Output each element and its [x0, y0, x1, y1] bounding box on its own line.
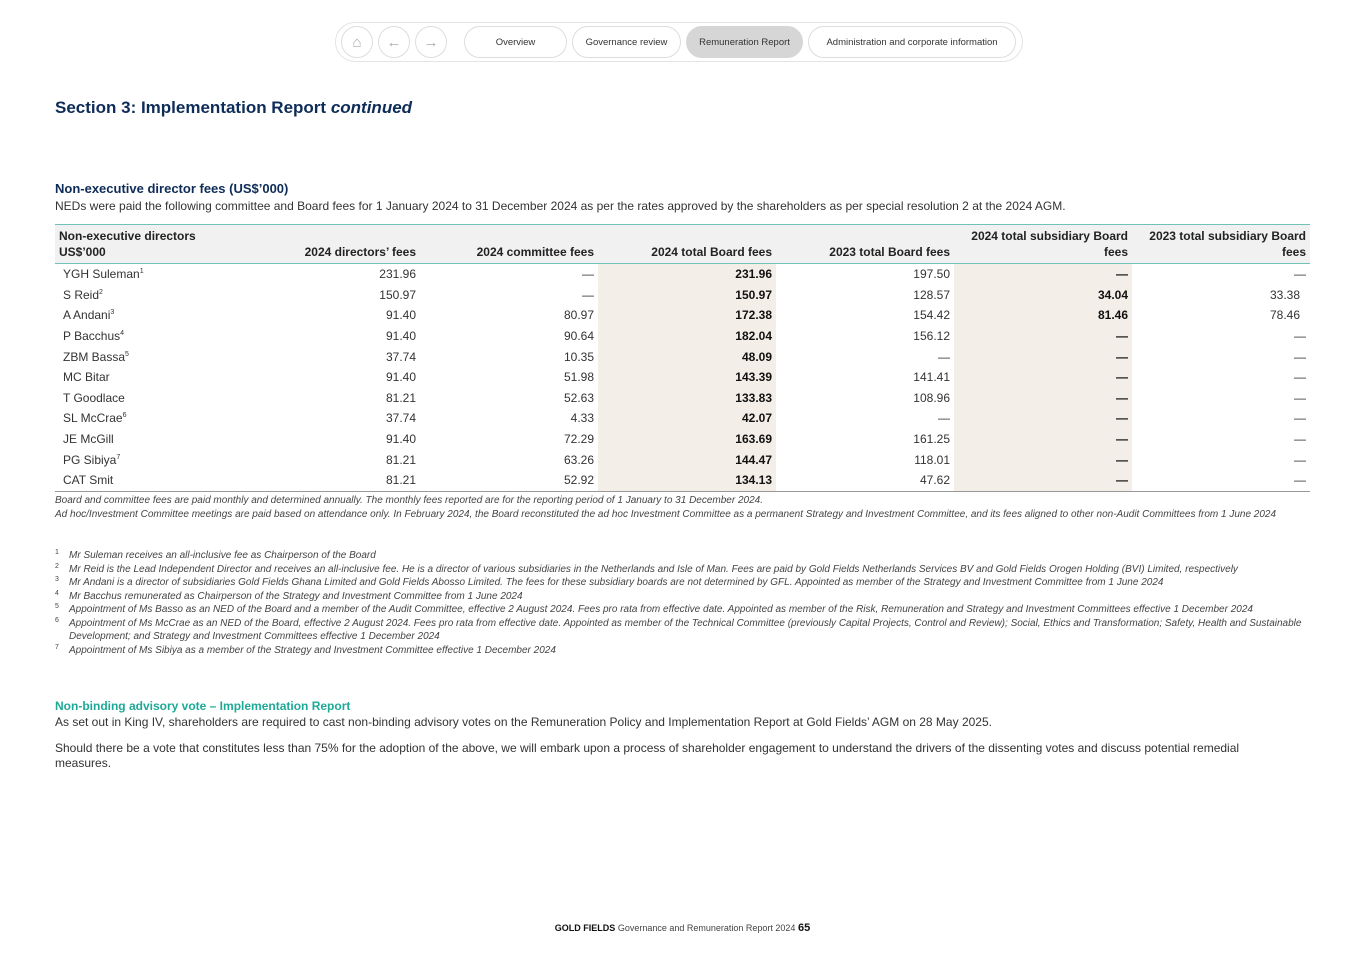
name-text: JE McGill [63, 432, 114, 447]
table-row [55, 449, 1310, 470]
name-text: P Bacchus [63, 329, 121, 344]
cell-value: 80.97 [563, 308, 594, 323]
cell-value: 118.01 [914, 452, 950, 467]
cell-value: 52.63 [563, 390, 594, 405]
cell-value: — [1294, 390, 1306, 405]
table-row [55, 429, 1310, 450]
cell-value: 90.64 [563, 329, 594, 344]
footnote-text: Appointment of Ms Sibiya as a member of the Strategy and Investment Committee effective 1 December 2024 [69, 644, 556, 656]
cell-value: 78.46 [1269, 308, 1300, 323]
cell-value: 91.40 [385, 370, 416, 385]
column-header: 2023 total subsidiary Board fees [1149, 229, 1306, 259]
cell-value: 91.40 [385, 329, 416, 344]
table-notes [55, 494, 1305, 521]
table-row [55, 346, 1310, 367]
cell-value: 150.97 [598, 285, 776, 306]
cell-value: 144.47 [598, 449, 776, 470]
table-row [55, 264, 1310, 285]
footnote-ref: 4 [120, 330, 125, 338]
footnote [55, 563, 1305, 577]
vote-paragraph-2: Should there be a vote that constitutes less than 75% for the adoption of the above, we will embark upon a process of shareholder engagement to understand the drivers of the dissenting votes and discuss potential remedial measures. [55, 741, 1240, 770]
footnote-ref: 2 [99, 288, 103, 296]
tab-remuneration-report[interactable]: Remuneration Report [686, 26, 803, 58]
footer-brand: GOLD FIELDS [554, 923, 616, 933]
director-name [55, 408, 207, 429]
cell-value: — [954, 367, 1132, 388]
tab-administration[interactable]: Administration and corporate information [808, 26, 1016, 58]
cell-value: 134.13 [598, 470, 776, 491]
name-text: SL McCrae [63, 411, 123, 426]
cell-value: 48.09 [598, 346, 776, 367]
cell-value: 128.57 [913, 287, 950, 302]
name-text: T Goodlace [63, 390, 125, 405]
cell-value: 37.74 [385, 411, 416, 426]
cell-value: 4.33 [570, 411, 594, 426]
cell-value: 81.21 [385, 452, 416, 467]
director-name [55, 264, 207, 285]
footnote [55, 617, 1305, 644]
tab-governance-review[interactable]: Governance review [572, 26, 681, 58]
cell-value: — [954, 264, 1132, 285]
table-row [55, 388, 1310, 409]
table-row [55, 367, 1310, 388]
cell-value: 91.40 [385, 308, 416, 323]
cell-value: 154.42 [913, 308, 950, 323]
note: Board and committee fees are paid monthly and determined annually. The monthly fees reported are for the reporting period of 1 January to 31 December 2024. [55, 495, 764, 506]
cell-value: 172.38 [598, 305, 776, 326]
footnote-text: Appointment of Ms McCrae as an NED of the Board, effective 2 August 2024. Fees pro rata from effective date. Appointed as member of the Technical Committee (previously Capital Projects, Control and Review); Social, Ethics and Transformation; Safety, Health and Sustainable Development; and Strategy and Investment Committees effective 1 December 2024 [69, 617, 1302, 642]
director-name [55, 449, 207, 470]
cell-value: — [582, 267, 594, 282]
cell-value: 182.04 [598, 326, 776, 347]
column-header: Non-executive directors US$’000 [59, 229, 196, 259]
footnote-ref: 1 [139, 268, 144, 276]
column-header: 2024 committee fees [476, 245, 594, 259]
cell-value: 51.98 [563, 370, 594, 385]
footnote [55, 590, 1305, 604]
top-navigation [335, 22, 1023, 62]
footnote-ref: 7 [116, 453, 121, 461]
column-header: 2024 directors’ fees [304, 245, 416, 259]
cell-value: 47.62 [919, 473, 950, 488]
footnote [55, 576, 1305, 590]
table-row [55, 408, 1310, 429]
cell-value: 10.35 [563, 349, 594, 364]
vote-heading: Non-binding advisory vote – Implementation Report [55, 699, 351, 713]
director-name [55, 285, 207, 306]
page-title [55, 98, 412, 118]
cell-value: — [582, 287, 594, 302]
name-text: A Andani [63, 308, 111, 323]
cell-value: — [1294, 473, 1306, 488]
column-header: 2024 total subsidiary Board fees [971, 229, 1128, 259]
footnote-ref: 5 [125, 350, 129, 358]
director-name [55, 388, 207, 409]
cell-value: — [938, 411, 950, 426]
cell-value: — [1294, 411, 1306, 426]
cell-value: — [1294, 267, 1306, 282]
section-intro: NEDs were paid the following committee and Board fees for 1 January 2024 to 31 December 2024 as per the rates approved by the shareholders as per special resolution 2 at the 2024 AGM. [55, 199, 1066, 213]
cell-value: — [938, 349, 950, 364]
name-text: CAT Smit [63, 473, 114, 488]
table-row [55, 305, 1310, 326]
fees-table [55, 224, 1310, 492]
note: Ad hoc/Investment Committee meetings are paid based on attendance only. In February 2024, the Board reconstituted the ad hoc Investment Committee as a permanent Strategy and Investment Committee, and its fees aligned to other non-Audit Committees from 1 June 2024 [55, 508, 1277, 520]
name-text: YGH Suleman [63, 267, 140, 282]
director-name [55, 346, 207, 367]
cell-value: — [954, 470, 1132, 491]
footnote-text: Mr Bacchus remunerated as Chairperson of the Strategy and Investment Committee from 1 June 2024 [69, 590, 523, 602]
name-text: S Reid [63, 287, 100, 302]
director-name [55, 429, 207, 450]
cell-value: 231.96 [379, 267, 416, 282]
cell-value: — [954, 388, 1132, 409]
back-arrow-icon[interactable]: ← [378, 26, 410, 58]
footnote-number: 1 [55, 549, 59, 556]
footnote-text: Mr Suleman receives an all-inclusive fee as Chairperson of the Board [69, 550, 376, 561]
cell-value: 34.04 [954, 285, 1132, 306]
home-icon[interactable]: ⌂ [341, 26, 373, 58]
footnote [55, 603, 1305, 617]
cell-value: 163.69 [598, 429, 776, 450]
cell-value: — [1294, 349, 1306, 364]
footnote-text: Appointment of Ms Basso as an NED of the Board and a member of the Audit Committee, effective 2 August 2024. Fees pro rata from effective date. Appointed as member of the Risk, Remuneration and Strategy and Investment Committees effective 1 December 2024 [69, 604, 1253, 615]
cell-value: 81.21 [385, 390, 416, 405]
cell-value: — [954, 449, 1132, 470]
title-italic: continued [330, 98, 413, 117]
cell-value: 33.38 [1269, 287, 1300, 302]
cell-value: — [1294, 370, 1306, 385]
cell-value: — [1294, 329, 1306, 344]
table-row [55, 326, 1310, 347]
director-name [55, 305, 207, 326]
table-row [55, 470, 1310, 491]
footnote-number: 2 [55, 562, 59, 570]
director-name [55, 470, 207, 491]
name-text: MC Bitar [63, 370, 110, 385]
cell-value: 42.07 [598, 408, 776, 429]
name-text: ZBM Bassa [63, 349, 126, 364]
footnote-number: 5 [55, 603, 59, 610]
cell-value: 72.29 [563, 432, 594, 447]
cell-value: 150.97 [379, 287, 416, 302]
cell-value: — [1294, 452, 1306, 467]
cell-value: 81.46 [954, 305, 1132, 326]
cell-value: 91.40 [385, 432, 416, 447]
cell-value: 81.21 [385, 473, 416, 488]
name-text: PG Sibiya [63, 452, 117, 467]
footnote-ref: 3 [110, 309, 115, 317]
footnote-number: 3 [55, 576, 59, 583]
cell-value: — [1294, 432, 1306, 447]
footnote [55, 549, 1305, 563]
column-header: 2023 total Board fees [829, 245, 950, 259]
footer-title: Governance and Remuneration Report 2024 [617, 923, 796, 933]
footnote-text: Mr Andani is a director of subsidiaries Gold Fields Ghana Limited and Gold Fields Abosso Limited. The fees for these subsidiary boards are not determined by GFL. Appointed as member of the Strategy and Investment Committee from 1 June 2024 [69, 577, 1164, 588]
page-footer [0, 922, 1365, 934]
cell-value: 143.39 [598, 367, 776, 388]
cell-value: 231.96 [598, 264, 776, 285]
vote-paragraph-1: As set out in King IV, shareholders are required to cast non-binding advisory votes on the Remuneration Policy and Implementation Report at Gold Fields’ AGM on 28 May 2025. [55, 715, 992, 729]
cell-value: 37.74 [385, 349, 416, 364]
cell-value: 161.25 [913, 432, 950, 447]
cell-value: 52.92 [563, 473, 594, 488]
cell-value: — [954, 346, 1132, 367]
page-number: 65 [797, 922, 811, 934]
cell-value: — [954, 326, 1132, 347]
footnote-number: 6 [55, 616, 59, 624]
cell-value: 156.12 [913, 329, 950, 344]
footnote [55, 644, 1305, 658]
tab-overview[interactable]: Overview [464, 26, 567, 58]
cell-value: — [954, 408, 1132, 429]
title-main: Section 3: Implementation Report [55, 98, 327, 117]
cell-value: 133.83 [598, 388, 776, 409]
cell-value: — [954, 429, 1132, 450]
footnote-text: Mr Reid is the Lead Independent Director and receives an all-inclusive fee. He is a director of various subsidiaries in the Netherlands and Isle of Man. Fees are paid by Gold Fields Netherlands Services BV and Gold Fields Orogen Holding (BVI) Limited, respectively [69, 563, 1238, 575]
cell-value: 197.50 [913, 267, 950, 282]
table-row [55, 285, 1310, 306]
footnote-ref: 6 [122, 412, 127, 420]
director-name [55, 367, 207, 388]
footnote-number: 4 [55, 589, 59, 597]
cell-value: 141.41 [913, 370, 950, 385]
column-header: 2024 total Board fees [651, 245, 772, 259]
footnotes [55, 549, 1305, 657]
cell-value: 63.26 [563, 452, 594, 467]
director-name [55, 326, 207, 347]
forward-arrow-icon[interactable]: → [415, 26, 447, 58]
cell-value: 108.96 [913, 390, 950, 405]
section-heading: Non-executive director fees (US$’000) [55, 181, 289, 196]
footnote-number: 7 [55, 643, 59, 651]
